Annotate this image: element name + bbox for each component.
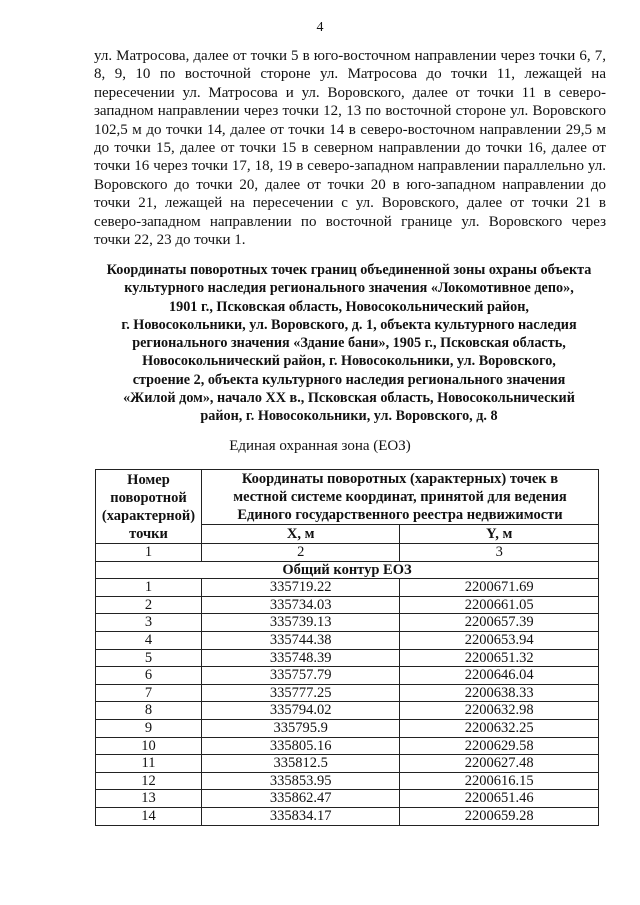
point-number-cell: 14 bbox=[96, 807, 202, 825]
y-coordinate-cell: 2200661.05 bbox=[400, 596, 599, 614]
column-index: 2 bbox=[201, 544, 399, 562]
table-row bbox=[96, 614, 599, 632]
point-number-cell: 11 bbox=[96, 755, 202, 773]
heading-line: регионального значения «Здание бани», 1905 г., Псковская область, bbox=[132, 335, 566, 352]
point-number-cell: 1 bbox=[96, 579, 202, 597]
point-number-cell: 8 bbox=[96, 702, 202, 720]
point-number-cell: 5 bbox=[96, 649, 202, 667]
y-coordinate-cell: 2200629.58 bbox=[400, 737, 599, 755]
x-coordinate-cell: 335834.17 bbox=[201, 807, 399, 825]
section-row bbox=[96, 561, 599, 579]
table-row bbox=[96, 737, 599, 755]
heading-line: Координаты поворотных точек границ объединенной зоны охраны объекта bbox=[106, 262, 592, 278]
table-row bbox=[96, 649, 599, 667]
table-row bbox=[96, 631, 599, 649]
heading-line: район, г. Новосокольники, ул. Воровского, д. 8 bbox=[200, 408, 498, 425]
x-coordinate-cell: 335794.02 bbox=[201, 702, 399, 720]
column-index: 1 bbox=[96, 544, 202, 562]
table-row bbox=[96, 579, 599, 597]
x-coordinate-cell: 335812.5 bbox=[201, 755, 399, 773]
coordinates-table bbox=[95, 469, 599, 826]
point-number-cell: 13 bbox=[96, 790, 202, 808]
x-coordinate-cell: 335777.25 bbox=[201, 684, 399, 702]
point-number-cell: 7 bbox=[96, 684, 202, 702]
y-coordinate-cell: 2200651.32 bbox=[400, 649, 599, 667]
heading-line: Новосокольнический район, г. Новосокольники, ул. Воровского, bbox=[142, 353, 556, 370]
y-coordinate-cell: 2200632.25 bbox=[400, 719, 599, 737]
x-coordinate-cell: 335805.16 bbox=[201, 737, 399, 755]
table-row bbox=[96, 790, 599, 808]
point-number-cell: 4 bbox=[96, 631, 202, 649]
point-number-cell: 12 bbox=[96, 772, 202, 790]
point-number-cell: 9 bbox=[96, 719, 202, 737]
x-coordinate-cell: 335757.79 bbox=[201, 667, 399, 685]
table-caption: Единая охранная зона (ЕОЗ) bbox=[229, 438, 411, 454]
section-heading bbox=[84, 261, 614, 426]
y-coordinate-cell: 2200659.28 bbox=[400, 807, 599, 825]
heading-line: г. Новосокольники, ул. Воровского, д. 1, объекта культурного наследия bbox=[121, 316, 577, 333]
point-number-header: Номер поворотной (характерной) точки bbox=[96, 470, 202, 544]
table-row bbox=[96, 719, 599, 737]
point-number-cell: 6 bbox=[96, 667, 202, 685]
x-coordinate-cell: 335744.38 bbox=[201, 631, 399, 649]
page-number: 4 bbox=[316, 20, 324, 35]
table-row bbox=[96, 684, 599, 702]
table-row bbox=[96, 755, 599, 773]
x-coordinate-cell: 335853.95 bbox=[201, 772, 399, 790]
point-number-cell: 2 bbox=[96, 596, 202, 614]
y-coordinate-cell: 2200646.04 bbox=[400, 667, 599, 685]
y-coordinate-cell: 2200627.48 bbox=[400, 755, 599, 773]
table-row bbox=[96, 772, 599, 790]
table-header-row bbox=[96, 470, 599, 525]
x-header: X, м bbox=[201, 525, 399, 544]
point-number-cell: 3 bbox=[96, 614, 202, 632]
x-coordinate-cell: 335748.39 bbox=[201, 649, 399, 667]
y-coordinate-cell: 2200651.46 bbox=[400, 790, 599, 808]
x-coordinate-cell: 335739.13 bbox=[201, 614, 399, 632]
y-coordinate-cell: 2200638.33 bbox=[400, 684, 599, 702]
table-row bbox=[96, 667, 599, 685]
section-title: Общий контур ЕОЗ bbox=[96, 561, 599, 579]
heading-line: 1901 г., Псковская область, Новосокольнический район, bbox=[169, 298, 529, 315]
point-number-cell: 10 bbox=[96, 737, 202, 755]
column-index: 3 bbox=[400, 544, 599, 562]
y-coordinate-cell: 2200671.69 bbox=[400, 579, 599, 597]
x-coordinate-cell: 335719.22 bbox=[201, 579, 399, 597]
table-row bbox=[96, 596, 599, 614]
y-coordinate-cell: 2200616.15 bbox=[400, 772, 599, 790]
table-row bbox=[96, 807, 599, 825]
y-coordinate-cell: 2200632.98 bbox=[400, 702, 599, 720]
y-coordinate-cell: 2200657.39 bbox=[400, 614, 599, 632]
route-description-paragraph: ул. Матросова, далее от точки 5 в юго-восточном направлении через точки 6, 7, 8, 9, 10 по восточной стороне ул. Матросова до точки 11, лежащей на пересечении ул. Матросова и ул. Воровского, далее от точки 11 в северо-западном направлении через точки 12, 13 по восточной стороне ул. Воровского 102,5 м до точки 14, далее от точки 14 в северо-восточном направлении 29,5 м до точки 15, далее от точки 15 в северном направлении до точки 16, далее от точки 16 через точки 17, 18, 19 в северо-западном направлении параллельно ул. Воровского до точки 20, далее от точки 20 в юго-западном направлении до точки 21, лежащей на пересечении с ул. Воровского, далее от точки 21 в северо-западном направлении по восточной границе ул. Воровского через точки 22, 23 до точки 1. bbox=[94, 48, 606, 249]
heading-line: строение 2, объекта культурного наследия регионального значения bbox=[132, 371, 566, 388]
y-header: Y, м bbox=[400, 525, 599, 544]
y-coordinate-cell: 2200653.94 bbox=[400, 631, 599, 649]
heading-line: культурного наследия регионального значения «Локомотивное депо», bbox=[124, 280, 574, 297]
x-coordinate-cell: 335734.03 bbox=[201, 596, 399, 614]
heading-line: «Жилой дом», начало XX в., Псковская область, Новосокольнический bbox=[123, 390, 575, 407]
coordinates-header: Координаты поворотных (характерных) точек в местной системе координат, принятой для ведения Единого государственного реестра недвижимости bbox=[201, 470, 598, 525]
column-index-row bbox=[96, 544, 599, 562]
x-coordinate-cell: 335862.47 bbox=[201, 790, 399, 808]
table-row bbox=[96, 702, 599, 720]
x-coordinate-cell: 335795.9 bbox=[201, 719, 399, 737]
